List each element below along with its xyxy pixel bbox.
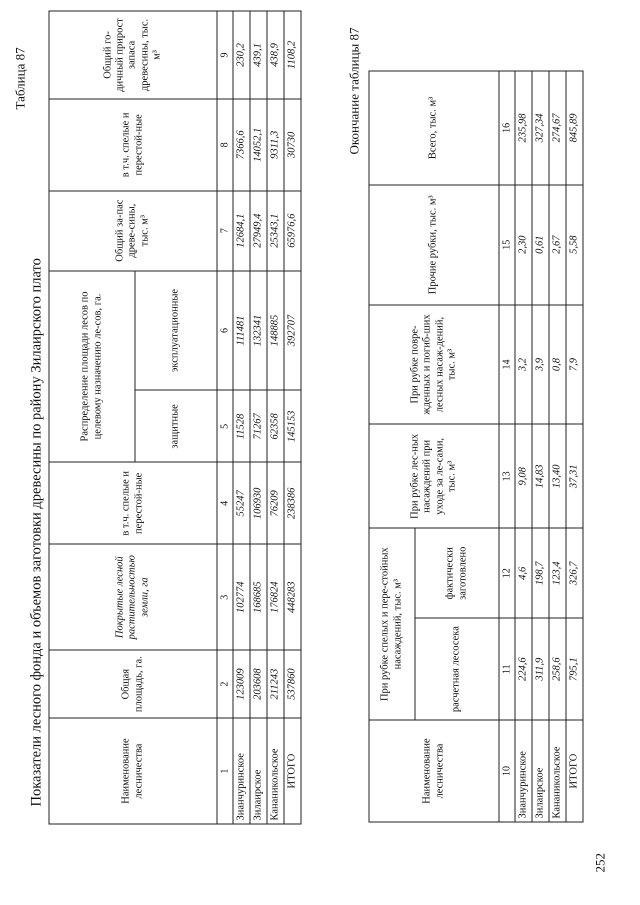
t2-colnum: 10 [499, 720, 515, 822]
t2-cell: 13,40 [549, 424, 566, 528]
t2-header-actual: фактически заготовлено [415, 528, 499, 618]
t1-cell-name: Кананикольское [267, 718, 284, 824]
t2-cell: 2,30 [515, 185, 532, 305]
t2-cell: 4,6 [515, 528, 532, 618]
t1-cell: 537860 [284, 650, 301, 718]
t1-header-name: Наименование лесничества [49, 718, 217, 824]
t2-cell: 3,9 [532, 305, 549, 425]
t1-cell: 55247 [233, 462, 250, 544]
t1-cell: 168685 [250, 544, 267, 650]
t1-colnum: 6 [217, 271, 233, 391]
t2-cell: 326,7 [566, 528, 583, 618]
t2-header-estimated: расчетная лесосека [415, 618, 499, 720]
t1-cell: 439,1 [250, 11, 267, 99]
t1-colnum: 8 [217, 99, 233, 191]
t1-cell: 1108,2 [284, 11, 301, 99]
t1-colnum: 2 [217, 650, 233, 718]
t2-cell: 845,89 [566, 71, 583, 185]
t2-cell: 5,58 [566, 185, 583, 305]
t1-cell: 11528 [233, 390, 250, 462]
t1-header-exploitation: эксплуатационные [135, 271, 217, 391]
table-row [549, 71, 566, 822]
t1-header-annual-growth: Общий го-дичный прирост запаса древесины, тыс. м³ [49, 11, 217, 99]
t2-header-other: Прочие рубки, тыс. м³ [369, 185, 499, 305]
t2-cell: 274,67 [549, 71, 566, 185]
t1-cell: 12684,1 [233, 191, 250, 271]
table-row [532, 71, 549, 822]
t2-cell: 123,4 [549, 528, 566, 618]
t1-cell: 62358 [267, 390, 284, 462]
t1-header-incl-mature: в т.ч. спелые и перестой-ные [49, 462, 217, 544]
t2-cell: 3,2 [515, 305, 532, 425]
t1-cell: 438,9 [267, 11, 284, 99]
t1-header-total-stock: Общий за-пас древе-сины, тыс. м³ [49, 191, 217, 271]
t2-cell: 224,6 [515, 618, 532, 720]
t1-cell-name: Зианчуринское [233, 718, 250, 824]
t2-cell: 2,67 [549, 185, 566, 305]
table-row [233, 11, 250, 824]
t1-cell: 102774 [233, 544, 250, 650]
t2-header-damaged: При рубке повре-жденных и погиб-ших лесных насаж-дений, тыс. м³ [369, 305, 499, 425]
t2-cell: 37,31 [566, 424, 583, 528]
t1-cell: 30730 [284, 99, 301, 191]
t1-cell: 123009 [233, 650, 250, 718]
rotated-page [1, 0, 640, 905]
t2-header-mature-cutting: При рубке спелых и пере-стойных насаждений, тыс. м³ [369, 528, 415, 720]
t1-header-covered: Покрытые лесной растительностью земли, га [49, 544, 217, 650]
t1-cell-name: Зилаирское [250, 718, 267, 824]
t2-colnum: 11 [499, 618, 515, 720]
t1-cell: 145153 [284, 390, 301, 462]
t1-cell: 148885 [267, 271, 284, 391]
t2-cell-name: Зианчуринское [515, 720, 532, 822]
t2-header-total: Всего, тыс. м³ [369, 71, 499, 185]
page-number: 252 [592, 853, 608, 873]
t1-cell: 230,2 [233, 11, 250, 99]
t1-cell: 392707 [284, 271, 301, 391]
t1-cell: 9311,3 [267, 99, 284, 191]
t1-header-distribution: Распределение площади лесов по целевому назначению ле-сов, га. [49, 271, 135, 463]
t2-cell: 14,83 [532, 424, 549, 528]
t1-cell: 176824 [267, 544, 284, 650]
t1-cell: 448283 [284, 544, 301, 650]
t2-colnum: 16 [499, 71, 515, 185]
t1-cell: 238386 [284, 462, 301, 544]
table-row [515, 71, 532, 822]
t2-cell: 0,8 [549, 305, 566, 425]
t2-colnum: 14 [499, 305, 515, 425]
t1-colnum: 3 [217, 544, 233, 650]
t1-cell: 14052,1 [250, 99, 267, 191]
t1-cell-name: ИТОГО [284, 718, 301, 824]
t1-cell: 25343,1 [267, 191, 284, 271]
t1-header-incl-mature-stock: в т.ч. спелые и перестой-ные [49, 99, 217, 191]
t2-colnum: 15 [499, 185, 515, 305]
t2-cell: 258,6 [549, 618, 566, 720]
t1-cell: 111481 [233, 271, 250, 391]
table-row-total [284, 11, 301, 824]
t1-cell: 106930 [250, 462, 267, 544]
t1-cell: 203608 [250, 650, 267, 718]
t2-cell: 795,1 [566, 618, 583, 720]
t2-cell: 311,9 [532, 618, 549, 720]
t1-cell: 211243 [267, 650, 284, 718]
t2-header-care-cutting: При рубке лес-ных насаждений при уходе за ле-сами, тыс. м³ [369, 424, 499, 528]
t1-header-protective: защитные [135, 390, 217, 462]
t2-cell: 198,7 [532, 528, 549, 618]
t1-cell: 65976,6 [284, 191, 301, 271]
t1-colnum: 5 [217, 390, 233, 462]
table-row [250, 11, 267, 824]
t2-cell-name: Зилаирское [532, 720, 549, 822]
t1-cell: 27949,4 [250, 191, 267, 271]
table1-label: Таблица 87 [12, 47, 28, 110]
table-row [267, 11, 284, 824]
t1-colnum: 1 [217, 718, 233, 824]
t1-cell: 76209 [267, 462, 284, 544]
t2-colnum: 12 [499, 528, 515, 618]
t1-cell: 71267 [250, 390, 267, 462]
table2-label: Окончание таблицы 87 [346, 27, 362, 155]
t1-cell: 7366,6 [233, 99, 250, 191]
t2-cell-name: ИТОГО [566, 720, 583, 822]
table2 [369, 71, 584, 823]
table-row-total [566, 71, 583, 822]
t2-cell-name: Кананикольское [549, 720, 566, 822]
t1-colnum: 4 [217, 462, 233, 544]
t1-header-total-area: Общая площадь, га. [49, 650, 217, 718]
t2-cell: 9,08 [515, 424, 532, 528]
t2-cell: 235,98 [515, 71, 532, 185]
t2-cell: 7,9 [566, 305, 583, 425]
t1-cell: 132341 [250, 271, 267, 391]
t1-colnum: 7 [217, 191, 233, 271]
t2-cell: 327,34 [532, 71, 549, 185]
table1-title: Показатели лесного фонда и объемов заготовки древесины по району Зилаирского плато [28, 258, 45, 807]
t2-cell: 0,61 [532, 185, 549, 305]
t2-header-name: Наименование лесничества [369, 720, 499, 822]
t2-colnum: 13 [499, 424, 515, 528]
t1-colnum: 9 [217, 11, 233, 99]
table1 [49, 11, 302, 825]
